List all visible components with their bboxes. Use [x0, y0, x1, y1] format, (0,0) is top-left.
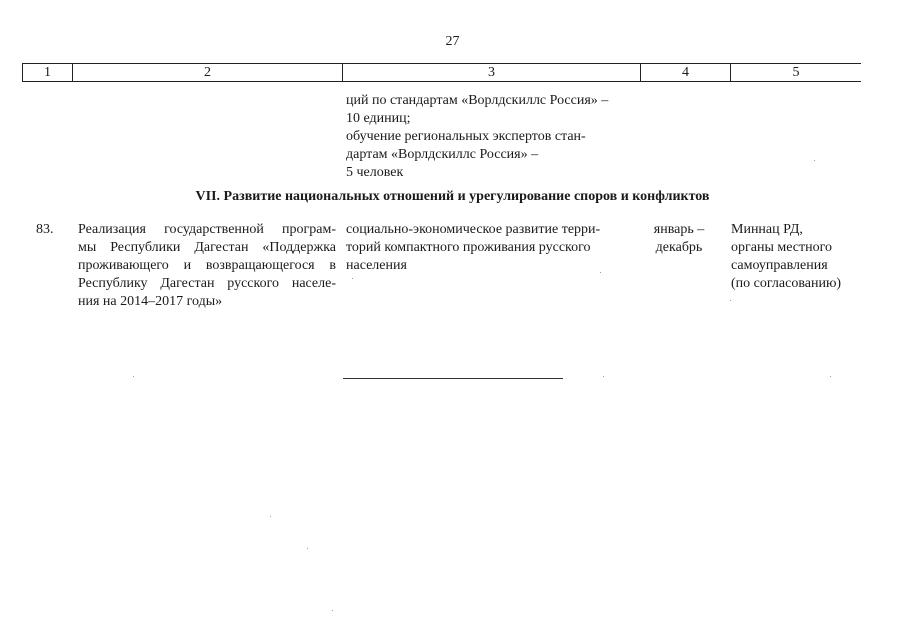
period-line: январь – — [653, 222, 705, 237]
continuation-line: 5 человек — [346, 165, 404, 180]
column-number-3: 3 — [343, 64, 641, 81]
continuation-line: обучение региональных экспертов стан- — [346, 129, 586, 144]
row-period — [648, 221, 710, 257]
program-name-line: мы Республики Дагестан «Поддержка — [78, 240, 336, 255]
period-line: декабрь — [655, 240, 703, 255]
program-name-line: ния на 2014–2017 годы» — [78, 294, 223, 309]
executor-line: Миннац РД, — [731, 222, 803, 237]
continuation-line: 10 единиц; — [346, 111, 411, 126]
row-number: 83. — [36, 222, 54, 237]
scan-speck — [307, 548, 308, 549]
page-number: 27 — [445, 34, 460, 49]
scan-speck — [600, 272, 601, 273]
executor-line: самоуправления — [731, 258, 828, 273]
continuation-line: ций по стандартам «Ворлдскиллс Россия» – — [346, 93, 609, 108]
program-name-line: проживающего и возвращающегося в — [78, 258, 336, 273]
program-name-line: Республику Дагестан русского населе- — [78, 276, 336, 291]
table-column-header — [22, 63, 861, 82]
executor-line: (по согласованию) — [731, 276, 842, 291]
scan-speck — [270, 516, 271, 517]
row-goal — [346, 221, 600, 275]
scan-speck — [830, 376, 831, 377]
executor-line: органы местного — [731, 240, 832, 255]
continuation-line: дартам «Ворлдскиллс Россия» – — [346, 147, 539, 162]
scan-speck — [603, 376, 604, 377]
goal-line: населения — [346, 258, 407, 273]
column-number-4: 4 — [641, 64, 731, 81]
column-number-5: 5 — [792, 65, 800, 80]
goal-line: торий компактного проживания русского — [346, 240, 591, 255]
scan-speck — [133, 376, 134, 377]
row-program-name — [78, 221, 336, 311]
program-name-line: Реализация государственной програм- — [78, 222, 336, 237]
scan-speck — [730, 300, 731, 301]
row-executor — [731, 221, 841, 293]
scan-speck — [332, 610, 333, 611]
section-heading: VII. Развитие национальных отношений и урегулирование споров и конфликтов — [195, 189, 710, 204]
end-of-table-rule — [343, 378, 563, 379]
column-number-1: 1 — [23, 64, 73, 81]
scan-speck — [814, 160, 815, 161]
scan-speck — [352, 278, 353, 279]
goal-line: социально-экономическое развитие терри- — [346, 222, 601, 237]
previous-row-continuation — [346, 92, 608, 182]
column-number-2: 2 — [73, 64, 343, 81]
